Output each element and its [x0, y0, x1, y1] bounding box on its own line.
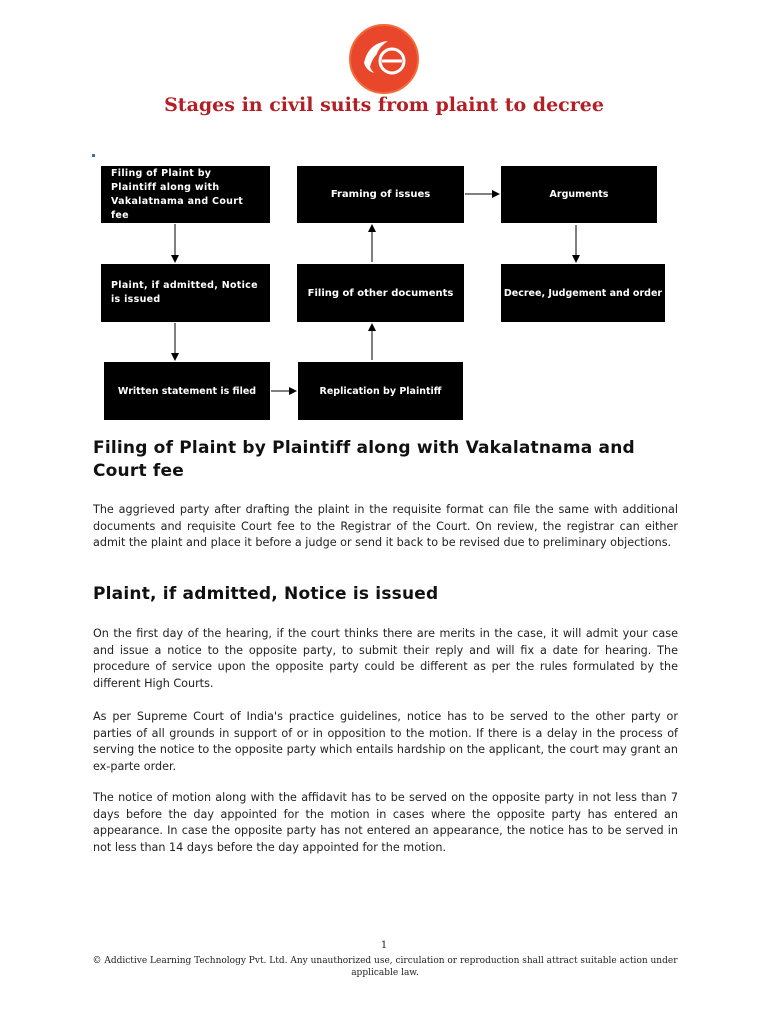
- flowchart-arrows: [0, 0, 768, 430]
- page-title: Stages in civil suits from plaint to decree: [164, 94, 604, 116]
- flow-box-replication: Replication by Plaintiff: [298, 362, 463, 420]
- flow-box-decree-judgement-order: Decree, Judgement and order: [501, 264, 665, 322]
- section-paragraph: The notice of motion along with the affidavit has to be served on the opposite party in not less than 7 days before the day appointed for the motion in cases where the opposite party has entered an appearance. In case the opposite party has not entered an appearance, the notice has to be served in not less than 14 days before the day appointed for the motion.: [93, 791, 678, 854]
- footer-copyright: © Addictive Learning Technology Pvt. Ltd. Any unauthorized use, circulation or reproduction shall attract suitable action under applicable law.: [92, 956, 678, 978]
- flow-box-plaint-admitted: Plaint, if admitted, Notice is issued: [101, 264, 270, 322]
- section-paragraph: On the first day of the hearing, if the court thinks there are merits in the case, it will admit your case and issue a notice to the opposite party, to submit their reply and will fix a date for hearing. The procedure of service upon the opposite party could be different as per the rules formulated by the different High Courts.: [93, 627, 678, 690]
- page-number: 1: [380, 940, 388, 951]
- section-heading-plaint-admitted: Plaint, if admitted, Notice is issued: [93, 584, 439, 604]
- section-paragraph: The aggrieved party after drafting the plaint in the requisite format can file the same with additional documents and requisite Court fee to the Registrar of the Court. On review, the registrar can either admit the plaint and place it before a judge or send it back to be revised due to preliminary objections.: [93, 503, 678, 549]
- flow-box-filing-other-documents: Filing of other documents: [297, 264, 464, 322]
- flow-box-written-statement: Written statement is filed: [104, 362, 270, 420]
- section-paragraph: As per Supreme Court of India's practice guidelines, notice has to be served to the other party or parties of all grounds in support of or in opposition to the motion. If there is a delay in the process of serving the notice to the opposite party which entails hardship on the applicant, the court may grant an ex-parte order.: [93, 710, 678, 773]
- flowchart: [0, 0, 768, 430]
- section-heading-filing-of-plaint: Filing of Plaint by Plaintiff along with Vakalatnama and Court fee: [93, 438, 635, 481]
- flow-box-arguments: Arguments: [501, 166, 657, 223]
- flow-box-filing-of-plaint: Filing of Plaint by Plaintiff along with Vakalatnama and Court fee: [101, 166, 270, 223]
- flow-box-framing-of-issues: Framing of issues: [297, 166, 464, 223]
